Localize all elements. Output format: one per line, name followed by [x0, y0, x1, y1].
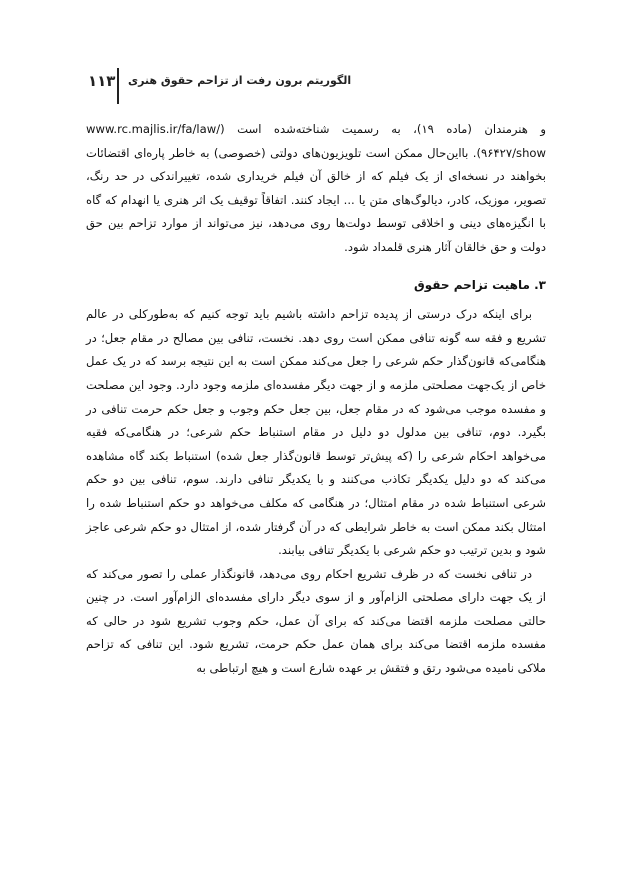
paragraph-2: برای اینکه درک درستی از پدیده تزاحم داشته باشیم باید توجه کنیم که به‌طورکلی در عالم تشریع و فقه سه گونه تنافی ممکن است روی دهد. نخست، تنافی بین مصالح در مقام جعل؛ در هنگامی‌که قانون‌گذار حکم شرعی را جعل می‌کند ممکن است به این نتیجه برسد که در یک عمل خاص از یک‌جهت مصلحتی ملزمه و از جهت دیگر مفسده‌ای ملزمه وجود دارد. وجود این مصلحت و مفسده موجب می‌شود که در مقام جعل، بین جعل حکم وجوب و جعل حکم حرمت تنافی در بگیرد. دوم، تنافی بین مدلول دو دلیل در مقام استنباط حکم شرعی؛ در هنگامی‌که فقیه می‌خواهد احکام شرعی را (که پیش‌تر توسط قانون‌گذار جعل شده) استنباط بکند گاه مشاهده می‌کند که دو دلیل یکدیگر تکاذب می‌کنند و با یکدیگر تنافی دارند. سوم، تنافی بین دو حکم شرعی استنباط شده در مقام امتثال؛ در هنگامی که مکلف می‌خواهد دو حکم استنباط شده را امتثال بکند ممکن است به خاطر شرایطی که در آن گرفتار شده، از امتثال دو حکم شرعی عاجز شود و بدین ترتیب دو حکم شرعی با یکدیگر تنافی بیابند.: [86, 307, 546, 558]
page-header: [0, 68, 624, 98]
body-text: [86, 118, 546, 681]
page-number: ۱۱۳: [88, 72, 116, 90]
paragraph-3: در تنافی نخست که در ظرف تشریع احکام روی می‌دهد، قانونگذار عملی را تصور می‌کند که از یک جهت دارای مصلحتی الزام‌آور و از سوی دیگر دارای مفسده‌ای الزام‌آور است. در چنین حالتی مصلحت ملزمه اقتضا می‌کند که برای آن عمل، حکم وجوب تشریع شود در حالی که مفسده ملزمه اقتضا می‌کند برای همان عمل حکم حرمت، تشریع شود. این تنافی که تزاحم ملاکی نامیده می‌شود رتق و فتقش بر عهده شارع است و هیچ ارتباطی به: [86, 566, 546, 676]
paragraph-1: و هنرمندان (ماده ۱۹)، به رسمیت شناخته‌شده است (/www.rc.majlis.ir/fa/law ۹۶۴۲۷/show). بااین‌حال ممکن است تلویزیون‌های دولتی (خصوصی) به خاطر پاره‌ای اقتضائات بخواهند در نسخه‌ای از یک فیلم که از خالق آن فیلم خریداری شده، تغییراندکی در حد رنگ، تصویر، موزیک، کادر، دیالوگ‌های متن یا ... ایجاد کنند. اتفاقاً توقیف یک اثر هنری یا انهدام که گاه با انگیزه‌های دینی و اخلاقی توسط دولت‌ها روی می‌دهد، نیز می‌تواند از موارد تزاحم بین حق دولت و حق خالقان آثار هنری قلمداد شود.: [86, 122, 546, 254]
section-heading: ۳. ماهیت تزاحم حقوق: [414, 277, 546, 292]
running-title: الگوریتم برون رفت از تزاحم حقوق هنری: [128, 74, 352, 87]
header-divider: [117, 68, 119, 104]
